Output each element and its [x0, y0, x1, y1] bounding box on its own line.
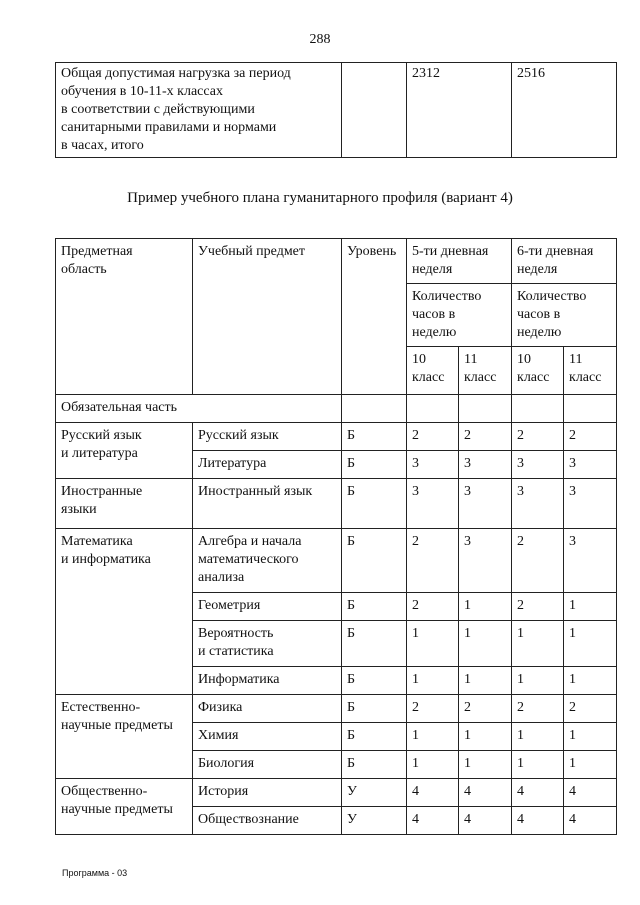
subject-name: Обществознание [193, 807, 342, 835]
subject-name: Биология [193, 751, 342, 779]
subject-name: Литература [193, 451, 342, 479]
hours-cell: 4 [459, 779, 512, 807]
hours-cell: 1 [564, 593, 617, 621]
subject-level: Б [342, 621, 407, 667]
page-number: 288 [309, 32, 331, 47]
subject-level: У [342, 779, 407, 807]
empty-cell [564, 395, 617, 423]
table-row [56, 779, 617, 807]
hours-cell: 1 [512, 667, 564, 695]
subject-level: Б [342, 451, 407, 479]
hours-cell: 3 [512, 451, 564, 479]
hours-cell: 1 [512, 621, 564, 667]
hours-cell: 1 [459, 621, 512, 667]
hours-cell: 1 [512, 751, 564, 779]
header-week5: 5-ти дневная неделя [407, 239, 512, 284]
hours-cell: 2 [564, 423, 617, 451]
subject-level: Б [342, 723, 407, 751]
hours-cell: 1 [564, 751, 617, 779]
hours-cell: 3 [407, 479, 459, 529]
hours-cell: 2 [407, 423, 459, 451]
mandatory-row [56, 395, 617, 423]
hours-cell: 2 [407, 695, 459, 723]
table-row [56, 479, 617, 529]
plan-caption: Пример учебного плана гуманитарного профиля (вариант 4) [127, 190, 513, 206]
hours-cell: 2 [512, 593, 564, 621]
subject-area: Русский язык и литература [56, 423, 193, 479]
subject-name: История [193, 779, 342, 807]
hours-cell: 2 [407, 593, 459, 621]
subject-name: Алгебра и начала математического анализа [193, 529, 342, 593]
hours-cell: 3 [564, 529, 617, 593]
header-class10a: 10 класс [407, 347, 459, 395]
curriculum-table [55, 238, 617, 835]
subject-name: Иностранный язык [193, 479, 342, 529]
subject-area: Математика и информатика [56, 529, 193, 695]
hours-cell: 4 [512, 807, 564, 835]
table-row [56, 423, 617, 451]
hours-cell: 4 [512, 779, 564, 807]
hours-cell: 1 [459, 723, 512, 751]
hours-cell: 4 [407, 779, 459, 807]
load-label: Общая допустимая нагрузка за период обучения в 10-11-х классах в соответствии с действующими санитарными правилами и нормами в часах, итого [56, 63, 342, 158]
subject-level: Б [342, 751, 407, 779]
empty-cell [407, 395, 459, 423]
hours-cell: 1 [459, 667, 512, 695]
subject-area: Естественно- научные предметы [56, 695, 193, 779]
hours-cell: 4 [459, 807, 512, 835]
hours-cell: 1 [564, 621, 617, 667]
subject-area: Иностранные языки [56, 479, 193, 529]
hours-cell: 1 [407, 723, 459, 751]
subject-level: Б [342, 479, 407, 529]
hours-cell: 3 [512, 479, 564, 529]
footer-program: Программа - 03 [62, 868, 128, 878]
subject-name: Химия [193, 723, 342, 751]
hours-cell: 1 [564, 723, 617, 751]
header-subject: Учебный предмет [193, 239, 342, 395]
hours-cell: 2 [407, 529, 459, 593]
hours-cell: 3 [407, 451, 459, 479]
header-row [56, 239, 617, 284]
hours-cell: 2 [459, 423, 512, 451]
empty-cell [342, 395, 407, 423]
header-hours6: Количество часов в неделю [512, 284, 617, 347]
header-class10b: 10 класс [512, 347, 564, 395]
hours-cell: 2 [564, 695, 617, 723]
mandatory-label: Обязательная часть [56, 395, 342, 423]
hours-cell: 3 [564, 479, 617, 529]
subject-level: Б [342, 423, 407, 451]
hours-cell: 3 [564, 451, 617, 479]
subject-level: Б [342, 695, 407, 723]
hours-cell: 1 [407, 621, 459, 667]
hours-cell: 1 [564, 667, 617, 695]
subject-area: Общественно- научные предметы [56, 779, 193, 835]
header-hours5: Количество часов в неделю [407, 284, 512, 347]
hours-cell: 2 [512, 423, 564, 451]
hours-cell: 1 [512, 723, 564, 751]
subject-level: Б [342, 667, 407, 695]
empty-cell [512, 395, 564, 423]
load-blank [342, 63, 407, 158]
subject-name: Русский язык [193, 423, 342, 451]
subject-level: Б [342, 529, 407, 593]
hours-cell: 2 [512, 529, 564, 593]
header-class11a: 11 класс [459, 347, 512, 395]
subject-name: Физика [193, 695, 342, 723]
hours-cell: 1 [459, 593, 512, 621]
table-row [56, 63, 617, 158]
table-row [56, 695, 617, 723]
subject-level: Б [342, 593, 407, 621]
hours-cell: 4 [407, 807, 459, 835]
table-row [56, 529, 617, 593]
hours-cell: 1 [459, 751, 512, 779]
subject-name: Вероятность и статистика [193, 621, 342, 667]
hours-cell: 2 [459, 695, 512, 723]
header-week6: 6-ти дневная неделя [512, 239, 617, 284]
hours-cell: 3 [459, 479, 512, 529]
hours-cell: 1 [407, 667, 459, 695]
header-class11b: 11 класс [564, 347, 617, 395]
hours-cell: 4 [564, 779, 617, 807]
hours-cell: 3 [459, 529, 512, 593]
subject-level: У [342, 807, 407, 835]
header-level: Уровень [342, 239, 407, 395]
hours-cell: 4 [564, 807, 617, 835]
subject-name: Информатика [193, 667, 342, 695]
load-value-6day: 2516 [512, 63, 617, 158]
empty-cell [459, 395, 512, 423]
subject-name: Геометрия [193, 593, 342, 621]
curriculum-rows [56, 423, 617, 835]
header-area: Предметная область [56, 239, 193, 395]
load-summary-table [55, 62, 617, 158]
hours-cell: 1 [407, 751, 459, 779]
hours-cell: 3 [459, 451, 512, 479]
hours-cell: 2 [512, 695, 564, 723]
load-value-5day: 2312 [407, 63, 512, 158]
